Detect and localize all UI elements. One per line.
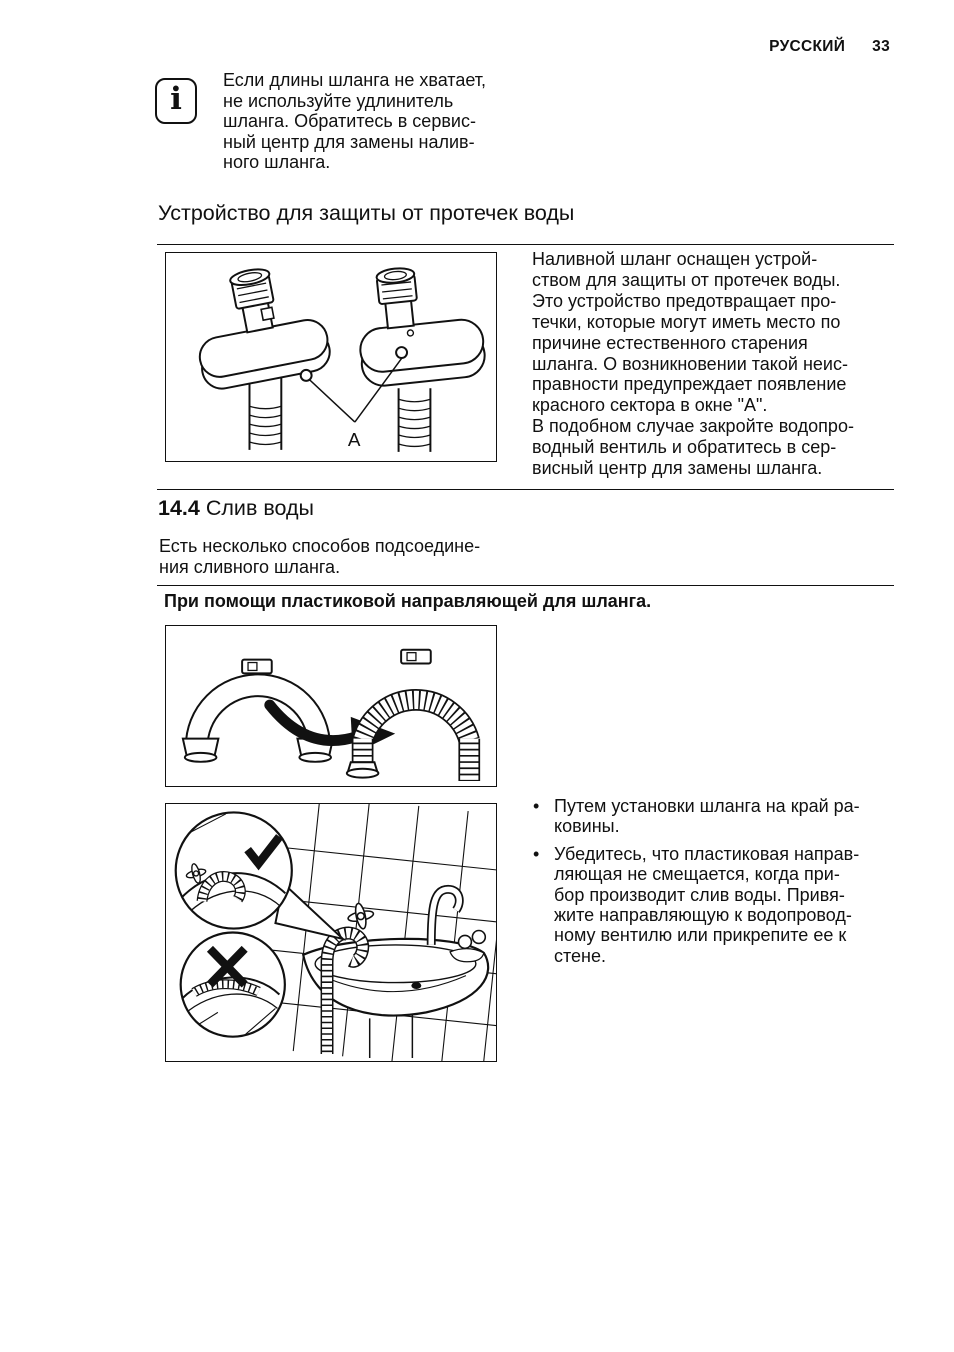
note-line: ный центр для замены налив-: [223, 131, 475, 152]
method-heading: При помощи пластиковой направляющей для шланга.: [164, 591, 652, 611]
bullet-text: Убедитесь, что пластиковая направ- ляющая не смещается, когда при- бор производит слив воды. Привя- жите направляющую к водопровод- ному вентилю или прикрепите ее к стене.: [554, 843, 860, 966]
body-line: висный центр для замены шланга.: [532, 458, 823, 479]
note-line: Если длины шланга не хватает,: [223, 70, 487, 90]
leak-section-title: Устройство для защиты от протечек воды: [158, 201, 575, 225]
info-icon: i: [155, 78, 197, 124]
note-line: шланга. Обратитесь в сервис-: [223, 111, 476, 131]
body-line: ством для защиты от протечек воды.: [532, 269, 841, 290]
body-line: В подобном случае закройте водопро-: [532, 416, 854, 437]
bullet-marker: •: [533, 796, 540, 816]
body-line: Это устройство предотвращает про-: [532, 290, 837, 311]
divider: [157, 489, 894, 490]
inset-correct: [168, 812, 293, 931]
section-number: 14.4: [158, 496, 200, 520]
bullet-marker: •: [533, 843, 540, 864]
language-label: РУССКИЙ: [769, 38, 846, 55]
list-item: [533, 796, 899, 837]
leak-protection-drawing: [166, 253, 496, 461]
figure-leak-protection: [165, 252, 497, 462]
note-line: не используйте удлинитель: [223, 90, 454, 111]
page-number: 33: [872, 38, 890, 55]
body-line: течки, которые могут иметь место по: [532, 311, 841, 332]
body-line: Наливной шланг оснащен устрой-: [532, 249, 818, 269]
bullet-text: Путем установки шланга на край ра- ковины.: [554, 796, 860, 837]
leak-section-body: [532, 249, 894, 479]
page-header: [160, 38, 890, 56]
intro-line: ния сливного шланга.: [159, 557, 341, 577]
drain-intro: [159, 536, 559, 578]
intro-line: Есть несколько способов подсоедине-: [159, 536, 481, 556]
body-line: водный вентиль и обратитесь в сер-: [532, 437, 837, 458]
figure-hose-guide: [165, 625, 497, 787]
info-note-text: [223, 70, 553, 173]
inset-incorrect: [181, 933, 285, 1037]
body-line: правности предупреждает появление: [532, 374, 847, 395]
drain-bullets: [533, 796, 899, 973]
figure-sink-installation: [165, 803, 497, 1062]
figure-label-a: A: [347, 429, 361, 451]
sink-installation-drawing: [166, 804, 496, 1061]
section-title: Слив воды: [205, 496, 314, 520]
list-item: [533, 844, 899, 966]
body-line: причине естественного старения: [532, 332, 808, 353]
note-line: ного шланга.: [223, 152, 331, 172]
body-line: шланга. О возникновении такой неис-: [532, 353, 848, 374]
divider: [157, 244, 894, 245]
drain-section-heading: [158, 496, 314, 521]
divider: [157, 585, 894, 586]
body-line: красного сектора в окне "А".: [532, 395, 768, 416]
hose-guide-drawing: [166, 626, 496, 786]
